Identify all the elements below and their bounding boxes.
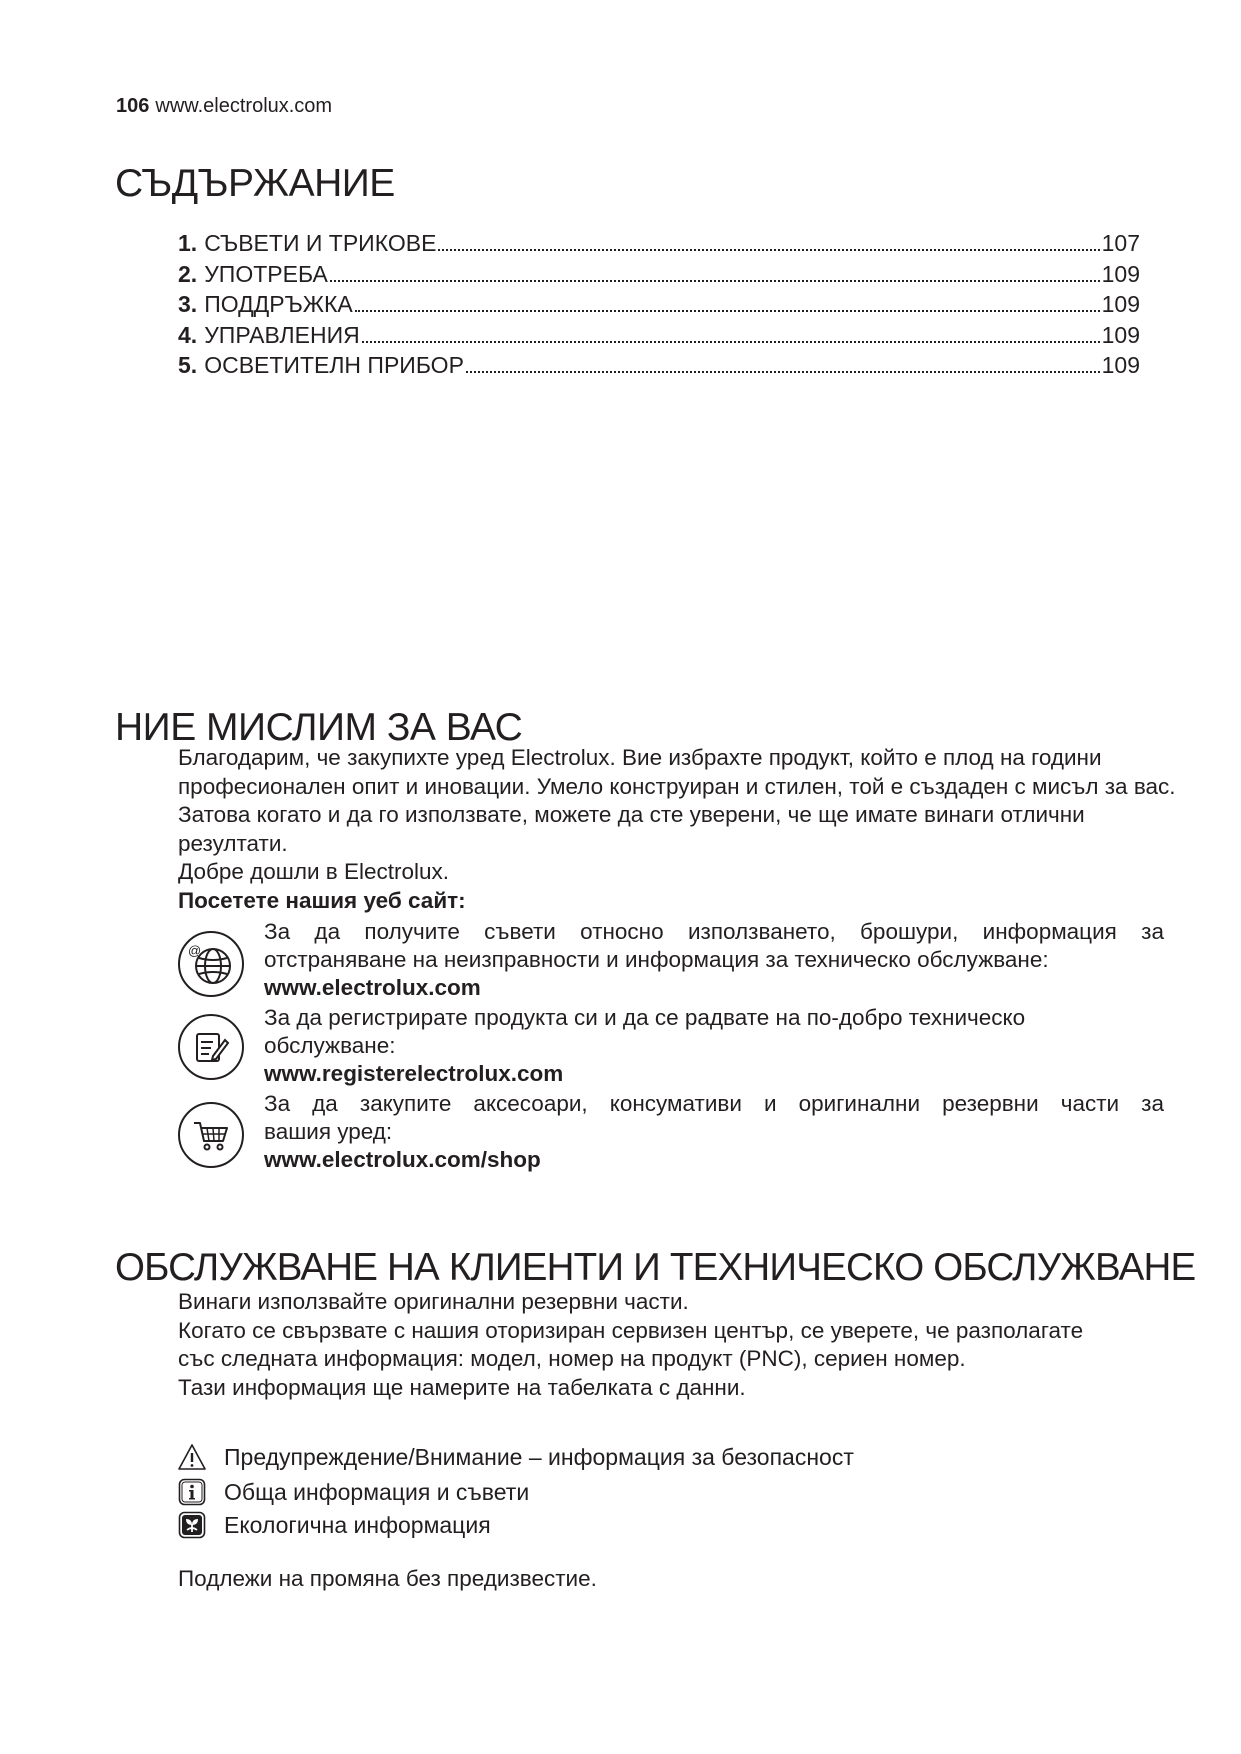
shopping-cart-icon <box>178 1102 244 1168</box>
toc-item-page: 107 <box>1101 230 1140 256</box>
register-url-link[interactable]: www.registerelectrolux.com <box>264 1061 564 1086</box>
toc-item[interactable] <box>178 291 1140 322</box>
register-icon <box>178 1014 244 1080</box>
service-line: със следната информация: модел, номер на продукт (PNC), сериен номер. <box>178 1346 966 1371</box>
globe-icon <box>178 931 244 997</box>
symbol-row-warning <box>178 1443 854 1471</box>
toc-leader-dots <box>330 280 1100 282</box>
page-header <box>116 95 332 118</box>
link-text-shop <box>264 1090 1164 1174</box>
toc-item-label: СЪВЕТИ И ТРИКОВЕ <box>204 230 437 256</box>
thinking-intro: Благодарим, че закупихте уред Electrolux. Вие избрахте продукт, който е плод на години професионален опит и иновации. Умело конструиран и стилен, той е създаден с мисъл за вас. Затова когато и да го използвате, можете да сте уверени, че ще имате винаги отлични резултати. <box>178 745 1176 856</box>
symbol-row-eco <box>178 1511 491 1539</box>
warning-icon <box>178 1443 206 1471</box>
toc-item-page: 109 <box>1101 321 1140 348</box>
toc-item-page: 109 <box>1101 352 1140 378</box>
symbol-label: Екологична информация <box>224 1511 491 1538</box>
service-line: Тази информация ще намерите на табелката с данни. <box>178 1374 746 1400</box>
symbol-label: Предупреждение/Внимание – информация за безопасност <box>224 1443 854 1470</box>
service-text <box>178 1288 1188 1402</box>
toc-item-label: ОСВЕТИТЕЛН ПРИБОР <box>204 352 464 378</box>
footer-note: Подлежи на промяна без предизвестие. <box>178 1566 597 1591</box>
info-icon <box>178 1478 206 1506</box>
contents-title: СЪДЪРЖАНИЕ <box>115 162 395 205</box>
toc-item[interactable] <box>178 261 1140 292</box>
toc-item[interactable] <box>178 352 1140 383</box>
link-line: За да получите съвети относно използването, брошури, информация за <box>264 919 1164 944</box>
service-line: Винаги използвайте оригинални резервни части. <box>178 1289 689 1314</box>
link-line: За да закупите аксесоари, консумативи и оригинални резервни части за <box>264 1091 1164 1116</box>
link-row-shop <box>178 1090 1178 1180</box>
link-line: вашия уред: <box>264 1119 393 1144</box>
link-row-website <box>178 918 1178 1008</box>
toc-leader-dots <box>362 341 1100 343</box>
header-website[interactable]: www.electrolux.com <box>155 95 333 117</box>
toc-item-page: 109 <box>1101 291 1140 317</box>
service-title: ОБСЛУЖВАНЕ НА КЛИЕНТИ И ТЕХНИЧЕСКО ОБСЛУЖВАНЕ <box>115 1246 1196 1289</box>
service-line: Когато се свързвате с нашия оторизиран сервизен център, се уверете, че разполагате <box>178 1317 1084 1343</box>
toc-item-number: 2. <box>178 260 198 287</box>
visit-label: Посетете нашия уеб сайт: <box>178 887 466 913</box>
link-row-register <box>178 1004 1178 1094</box>
toc-item[interactable] <box>178 230 1140 261</box>
link-text-register <box>264 1004 1164 1088</box>
toc-leader-dots <box>466 371 1100 373</box>
toc-item-number: 1. <box>178 230 198 256</box>
eco-icon <box>178 1511 206 1539</box>
table-of-contents <box>178 230 1140 383</box>
toc-item-number: 4. <box>178 321 198 348</box>
thinking-intro-block <box>178 744 1183 915</box>
toc-item-number: 3. <box>178 291 198 317</box>
link-line: отстраняване на неизправности и информация за техническо обслужване: <box>264 947 1049 972</box>
link-line: За да регистрирате продукта си и да се радвате на по-добро техническо <box>264 1005 1026 1030</box>
thinking-welcome: Добре дошли в Electrolux. <box>178 859 450 884</box>
link-line: обслужване: <box>264 1033 396 1058</box>
electrolux-url-link[interactable]: www.electrolux.com <box>264 975 481 1000</box>
symbol-label: Обща информация и съвети <box>224 1478 530 1505</box>
toc-item-number: 5. <box>178 352 198 378</box>
toc-leader-dots <box>438 249 1099 251</box>
toc-item[interactable] <box>178 322 1140 353</box>
symbol-row-info <box>178 1478 529 1506</box>
toc-item-label: ПОДДРЪЖКА <box>204 291 353 317</box>
link-text-website <box>264 918 1164 1002</box>
toc-item-page: 109 <box>1101 260 1140 287</box>
toc-item-label: УПРАВЛЕНИЯ <box>204 321 360 348</box>
page-number: 106 <box>116 95 150 117</box>
thinking-title: НИЕ МИСЛИМ ЗА ВАС <box>115 706 523 749</box>
shop-url-link[interactable]: www.electrolux.com/shop <box>264 1147 541 1172</box>
toc-item-label: УПОТРЕБА <box>204 260 328 287</box>
svg-text:@: @ <box>188 943 202 958</box>
toc-leader-dots <box>355 310 1100 312</box>
